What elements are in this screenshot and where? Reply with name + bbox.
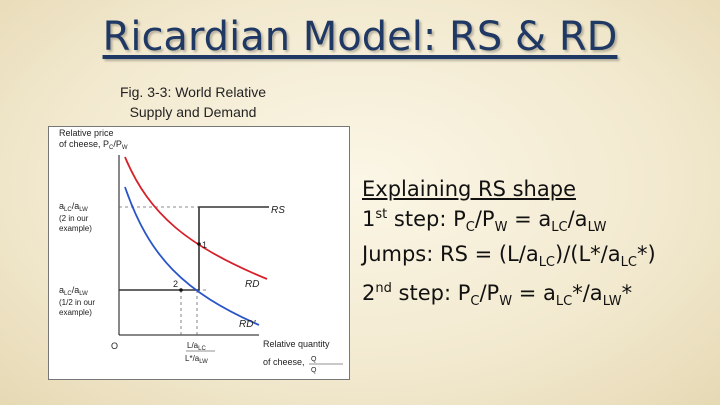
x-tick-numerator: $L/a_{LC}$ (187, 341, 206, 352)
slide-title: Ricardian Model: RS & RD (102, 14, 618, 60)
y-tick-lower-note-2: example) (59, 308, 92, 317)
notes-heading: Explaining RS shape (362, 177, 576, 201)
y-axis-title-line-2: of cheese, $P_C/P_W$ (59, 139, 128, 151)
x-axis-title-line-2: of cheese, (263, 357, 305, 367)
x-axis-title-frac-top: Q (311, 356, 317, 363)
point-1-label: 1 (202, 240, 208, 250)
rs-rd-diagram (48, 126, 350, 380)
rd-curve (125, 157, 267, 279)
point-2-label: 2 (173, 279, 179, 289)
y-tick-lower-label: $a_{LC}/a_{LW}$ (59, 285, 88, 297)
figure-caption-line-2: Supply and Demand (129, 104, 257, 120)
explanation-notes (362, 176, 712, 316)
y-tick-upper-note-2: example) (59, 224, 92, 233)
y-tick-upper-note-1: (2 in our (59, 214, 89, 223)
notes-step-2: 2nd step: $P_C/P_W = a_{LC}*/a_{LW}*$ (362, 281, 633, 310)
x-axis-title-line-1: Relative quantity (263, 339, 330, 349)
equilibrium-point-1 (197, 242, 201, 246)
figure-caption (103, 82, 283, 122)
y-tick-lower-note-1: (1/2 in our (59, 298, 96, 307)
notes-jumps: Jumps: RS = $(L/a_{LC})/(L*/a_{LC}*)$ (362, 242, 656, 271)
x-axis-title-frac-bottom: Q (311, 367, 317, 374)
notes-step-1: 1st step: $P_C/P_W = a_{LC}/a_{LW}$ (362, 207, 607, 236)
x-tick-denominator: $L*/a_{LW}$ (185, 354, 208, 365)
y-tick-upper-label: $a_{LC}/a_{LW}$ (59, 201, 88, 213)
origin-label: O (111, 341, 119, 351)
equilibrium-point-2 (179, 288, 183, 292)
rd-prime-label: RD' (239, 319, 256, 330)
figure-caption-line-1: Fig. 3-3: World Relative (119, 84, 266, 100)
rs-label: RS (271, 205, 285, 216)
rd-label: RD (245, 279, 260, 290)
y-axis-title-line-1: Relative price (59, 128, 114, 138)
rs-curve (119, 207, 269, 290)
rs-rd-diagram-svg (49, 127, 349, 379)
